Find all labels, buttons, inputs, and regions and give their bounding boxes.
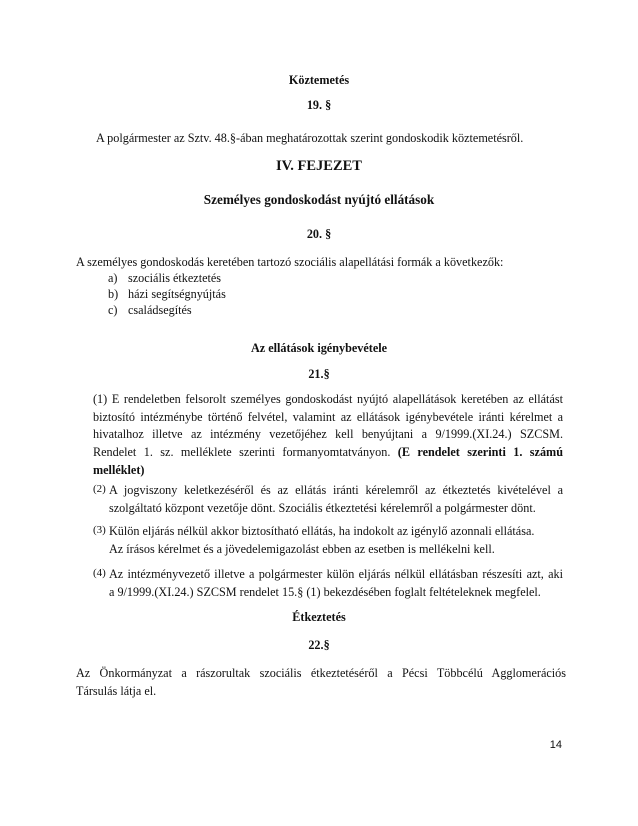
item-line: Külön eljárás nélkül akkor biztosítható ellátás, ha indokolt az igénylő azonnali ellátása.	[109, 524, 535, 538]
list-text: családsegítés	[128, 303, 192, 317]
list-text: szociális étkeztetés	[128, 271, 222, 285]
item-label: (4)	[93, 567, 106, 579]
paragraph-line: biztosító intézménybe történő felvétel, valamint az ellátások igénybevétele iránti kérelmet a	[93, 409, 563, 424]
item-line: szolgáltató központ vezetője dönt. Szociális étkeztetési kérelemről a polgármester dönt.	[109, 500, 536, 515]
annex-reference-end: melléklet)	[93, 462, 145, 477]
paragraph-line	[93, 444, 563, 462]
paragraph-line-text: Rendelet 1. sz. melléklete szerinti formanyomtatványon.	[93, 445, 391, 460]
list-item	[108, 302, 192, 320]
page-number: 14	[549, 739, 562, 751]
list-marker: a)	[108, 271, 118, 285]
paragraph-line: (1) E rendeletben felsorolt személyes gondoskodást nyújtó alapellátások keretében az ellátást	[93, 392, 563, 406]
chapter-title: Személyes gondoskodást nyújtó ellátások	[203, 192, 435, 207]
section-title-etkeztetes: Étkeztetés	[292, 610, 346, 624]
annex-reference: (E rendelet szerinti 1. számú	[397, 445, 563, 460]
paragraph-number-20: 20. §	[306, 227, 332, 241]
item-line: a 9/1999.(XI.24.) SZCSM rendelet 15.§ (1) bekezdésében foglalt feltételeknek megfelel.	[109, 584, 541, 599]
numbered-item	[93, 482, 563, 517]
paragraph-line: hivatalhoz illetve az intézmény vezetőjéhez kell benyújtani a 9/1999.(XI.24.) SZCSM.	[93, 427, 563, 442]
item-label: (3)	[93, 524, 106, 536]
item-line: A jogviszony keletkezéséről és az ellátás iránti kérelemről az étkeztetés kivételével a	[109, 483, 563, 497]
list-text: házi segítségnyújtás	[128, 287, 226, 301]
numbered-item	[93, 566, 563, 601]
item-line: Az írásos kérelmet és a jövedelemigazolást ebben az esetben is mellékelni kell.	[109, 541, 495, 556]
section-21-paragraph-1	[93, 391, 563, 479]
section-20-intro: A személyes gondoskodás keretében tartozó szociális alapellátási formák a következők:	[76, 255, 504, 269]
paragraph-number-19: 19. §	[306, 98, 332, 112]
section-title-igenybevetel: Az ellátások igénybevétele	[250, 341, 388, 355]
numbered-item	[93, 523, 563, 558]
section-22-line: Társulás látja el.	[76, 684, 157, 698]
paragraph-number-21: 21.§	[308, 367, 330, 381]
paragraph-number-22: 22.§	[308, 638, 330, 652]
list-marker: b)	[108, 287, 119, 301]
koztemetes-text: A polgármester az Sztv. 48.§-ában meghatározottak szerint gondoskodik köztemetésről.	[96, 131, 524, 145]
item-label: (2)	[93, 483, 106, 495]
item-line: Az intézményvezető illetve a polgármester külön eljárás nélkül ellátásban részesíti azt, aki	[109, 567, 563, 581]
chapter-number: IV. FEJEZET	[276, 158, 362, 174]
section-title-koztemetes: Köztemetés	[288, 73, 350, 87]
list-marker: c)	[108, 303, 118, 317]
section-22-line: Az Önkormányzat a rászorultak szociális étkeztetéséről a Pécsi Többcélú Agglomerációs	[76, 666, 566, 680]
